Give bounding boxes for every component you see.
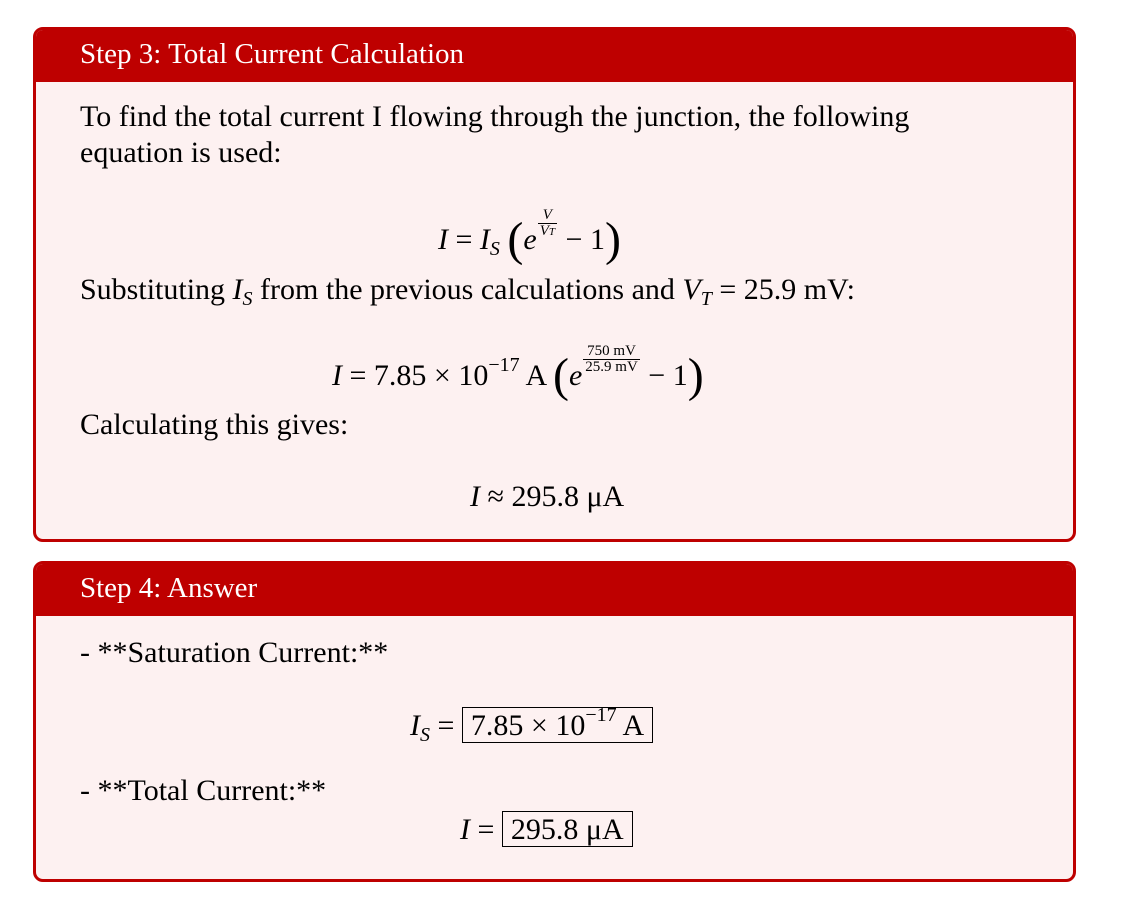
boxed-answer: $7.85 \times 10^{-17}$ A — [462, 707, 653, 743]
exponent-fraction-values: $\frac{750 mV}{25.9 mV}$ — [585, 343, 638, 375]
exponent-fraction: $\frac{V}{VT}$ — [539, 207, 556, 239]
calculation-text: Calculating this gives: — [80, 408, 349, 441]
bullet-saturation-current: - **Saturation Current:** — [80, 636, 389, 669]
step3-title: Step 3: Total Current Calculation — [80, 38, 465, 70]
equation-diode-current: $I = I_S$ (e $\frac{V}{VT}$ − 1) — [438, 207, 621, 266]
step3-intro-line1: To find the total current I flowing through the junction, the following — [80, 100, 910, 133]
step3-intro-line2: equation is used: — [80, 136, 282, 169]
result-equation: I ≈ 295.8 μA — [470, 480, 625, 513]
answer-saturation-current: $I_S = 7.85 \times 10^{-17}$ A — [410, 704, 653, 747]
step3-header — [36, 30, 1073, 82]
step4-title: Step 4: Answer — [80, 572, 258, 604]
equation-substituted: $I = 7.85 \times 10^{-17}$ A (e $\frac{750 mV}{25.9 mV}$ − 1) — [332, 343, 704, 402]
answer-total-current: I = 295.8 μA — [460, 813, 633, 847]
step4-header — [36, 564, 1073, 616]
substitution-text: Substituting $I_S$ from the previous calculations and $V_T = 25.9$ mV: — [80, 273, 855, 310]
step3-box — [33, 27, 1076, 542]
step4-box — [33, 561, 1076, 882]
bullet-total-current: - **Total Current:** — [80, 774, 327, 807]
boxed-answer: 295.8 μA — [502, 811, 633, 847]
